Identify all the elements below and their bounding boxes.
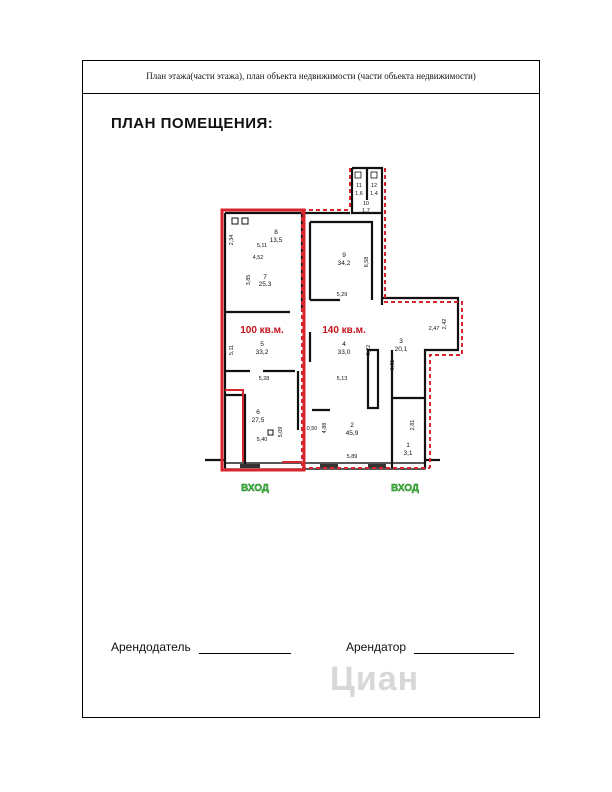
left-inner-outline <box>225 390 243 462</box>
entrance-label-right: ВХОД <box>390 483 420 494</box>
page-title: ПЛАН ПОМЕЩЕНИЯ: <box>111 115 274 132</box>
dim-label: 5,11 <box>256 243 268 249</box>
room-9-area: 34,2 <box>337 260 351 267</box>
dim-label: 5,89 <box>346 454 358 460</box>
room-3-num: 3 <box>399 338 403 345</box>
landlord-label: Арендодатель <box>111 640 191 654</box>
wall-column <box>368 350 378 408</box>
dim-label: 2,42 <box>442 318 448 330</box>
dim-label: 4,52 <box>252 255 264 261</box>
room-2-num: 2 <box>350 422 354 429</box>
tenant-label: Арендатор <box>346 640 407 654</box>
room-2-area: 45,9 <box>345 430 359 437</box>
window-2 <box>320 464 338 468</box>
dim-label: 5,09 <box>278 426 284 438</box>
watermark: Циан <box>330 660 420 698</box>
area-label-left: 100 кв.м. <box>240 325 284 336</box>
room-5-num: 5 <box>260 341 264 348</box>
room-11-area: 1,6 <box>355 191 363 197</box>
room-4-num: 4 <box>342 341 346 348</box>
room-6-area: 27,5 <box>251 417 265 424</box>
room-10-num: 10 <box>362 201 370 207</box>
toilet-icon <box>355 172 361 178</box>
left-section-outline <box>222 210 304 470</box>
dim-label: 5,29 <box>336 292 348 298</box>
room-labels <box>252 183 413 457</box>
room-12-num: 12 <box>370 183 378 189</box>
fixture-icon <box>232 218 238 224</box>
fixture-icon <box>268 430 273 435</box>
dim-label: 5,28 <box>258 376 270 382</box>
dim-label: 6,58 <box>364 256 370 268</box>
room-12-area: 1,4 <box>370 191 378 197</box>
room-7-area: 25,3 <box>258 281 272 288</box>
room-1-num: 1 <box>406 442 410 449</box>
room-5-area: 33,2 <box>255 349 269 356</box>
dim-label: 4,88 <box>322 422 328 434</box>
landlord-signature-line <box>199 652 291 654</box>
fixture-icon <box>242 218 248 224</box>
wall-left-top <box>225 213 302 312</box>
tenant-signature <box>346 640 514 654</box>
room-8-num: 8 <box>274 229 278 236</box>
room-7-num: 7 <box>263 274 267 281</box>
room-3-area: 20,1 <box>394 346 408 353</box>
dim-label: 0,50 <box>306 426 318 432</box>
dim-label: 5,40 <box>256 437 268 443</box>
landlord-signature <box>111 640 291 654</box>
entrance-label-left: ВХОД <box>240 483 270 494</box>
dim-label: 5,11 <box>229 344 235 356</box>
dim-label: 3,85 <box>246 274 252 286</box>
room-9-num: 9 <box>342 252 346 259</box>
dim-label: 5,13 <box>336 376 348 382</box>
dim-label: 2,81 <box>410 419 416 431</box>
header-caption: План этажа(части этажа), план объекта недвижимости (части объекта недвижимости) <box>146 71 476 81</box>
wall-right-outer <box>382 213 458 468</box>
area-label-right: 140 кв.м. <box>322 325 366 336</box>
room-8-area: 13,5 <box>269 237 283 244</box>
room-6-num: 6 <box>256 409 260 416</box>
dim-label: 5,22 <box>366 344 372 356</box>
dim-label: 2,47 <box>428 326 440 332</box>
toilet-icon <box>371 172 377 178</box>
dim-label: 6,61 <box>390 359 396 371</box>
tenant-signature-line <box>414 652 514 654</box>
room-11-num: 11 <box>356 183 362 189</box>
room-1-area: 3,1 <box>403 450 413 457</box>
room-4-area: 33,0 <box>337 349 351 356</box>
room-10-area: 1,7 <box>362 208 370 214</box>
window-1 <box>240 464 260 468</box>
dim-label: 2,34 <box>229 234 235 246</box>
window-3 <box>368 464 386 468</box>
